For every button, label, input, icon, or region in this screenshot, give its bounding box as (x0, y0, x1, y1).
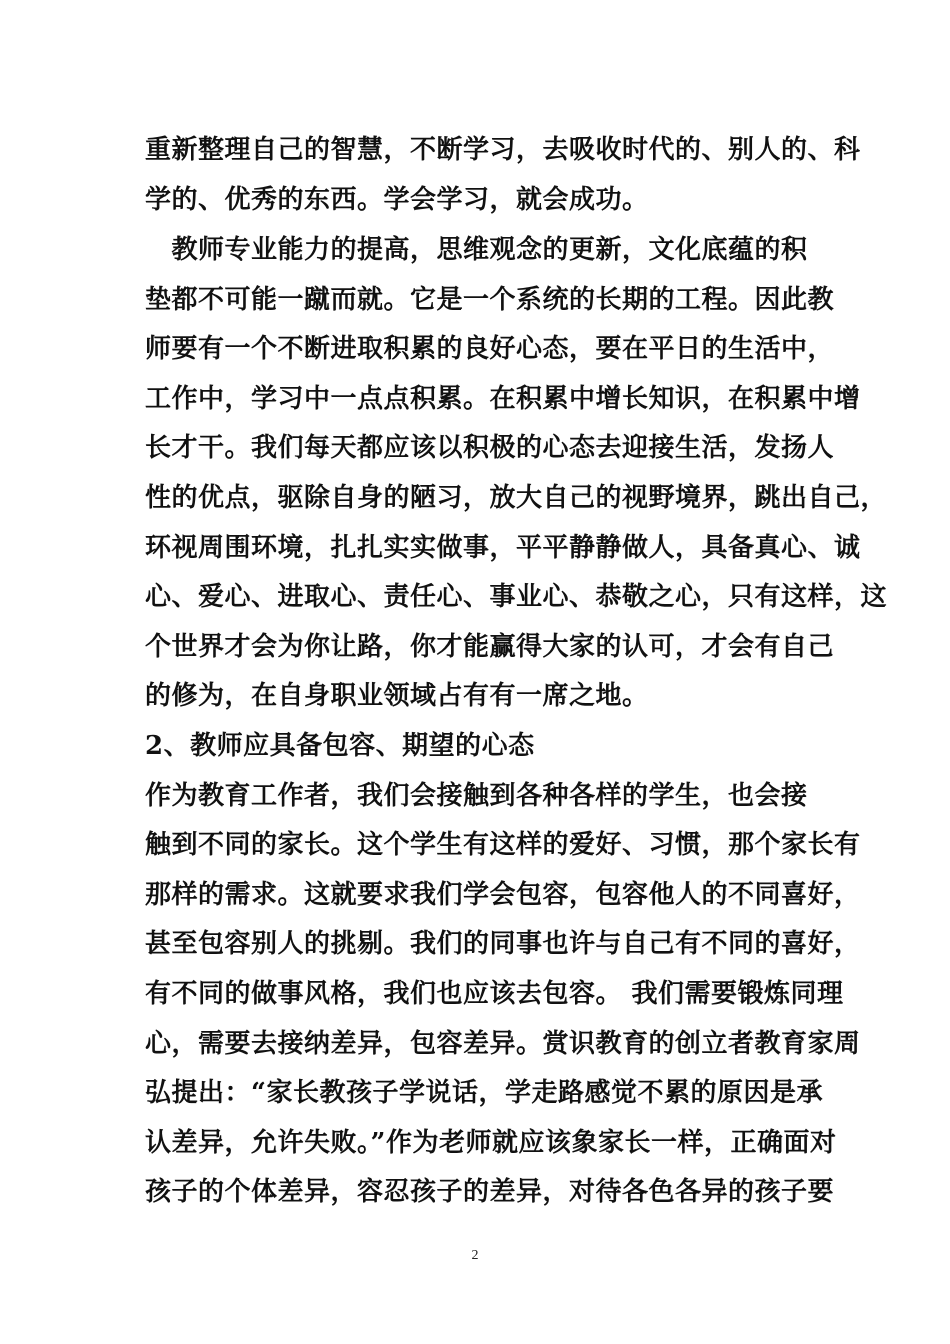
text-line: 认差异，允许失败。”作为老师就应该象家长一样，正确面对 (145, 1128, 837, 1158)
text-line: 个世界才会为你让路，你才能赢得大家的认可，才会有自己 (145, 632, 835, 662)
text-line: 工作中，学习中一点点积累。在积累中增长知识，在积累中增 (145, 384, 861, 414)
text-line: 孩子的个体差异，容忍孩子的差异，对待各色各异的孩子要 (145, 1177, 835, 1207)
text-line: 学的、优秀的东西。学会学习，就会成功。 (145, 185, 649, 215)
text-line: 长才干。我们每天都应该以积极的心态去迎接生活，发扬人 (145, 433, 835, 463)
text-line: 环视周围环境，扎扎实实做事，平平静静做人，具备真心、诚 (145, 533, 861, 563)
text-line: 弘提出：“家长教孩子学说话，学走路感觉不累的原因是承 (145, 1078, 823, 1108)
text-line: 触到不同的家长。这个学生有这样的爱好、习惯，那个家长有 (145, 830, 861, 860)
text-line: 重新整理自己的智慧，不断学习，去吸收时代的、别人的、科 (145, 135, 861, 165)
text-line: 师要有一个不断进取积累的良好心态，要在平日的生活中， (145, 334, 835, 364)
text-line: 有不同的做事风格，我们也应该去包容。 我们需要锻炼同理 (145, 979, 844, 1009)
page-number: 2 (471, 1248, 479, 1263)
section-heading: 2、教师应具备包容、期望的心态 (145, 731, 535, 761)
text-line: 那样的需求。这就要求我们学会包容，包容他人的不同喜好， (145, 880, 861, 910)
text-line: 性的优点，驱除自身的陋习，放大自己的视野境界，跳出自己， (145, 483, 888, 513)
text-line: 心、爱心、进取心、责任心、事业心、恭敬之心，只有这样，这 (145, 582, 888, 612)
text-line: 心，需要去接纳差异，包容差异。赏识教育的创立者教育家周 (145, 1029, 861, 1059)
text-line: 教师专业能力的提高，思维观念的更新，文化底蕴的积 (145, 235, 808, 265)
text-line: 的修为，在自身职业领域占有有一席之地。 (145, 681, 649, 711)
text-line: 作为教育工作者，我们会接触到各种各样的学生，也会接 (145, 781, 808, 811)
text-line: 垫都不可能一蹴而就。它是一个系统的长期的工程。因此教 (145, 285, 835, 315)
text-line: 甚至包容别人的挑剔。我们的同事也许与自己有不同的喜好， (145, 929, 861, 959)
